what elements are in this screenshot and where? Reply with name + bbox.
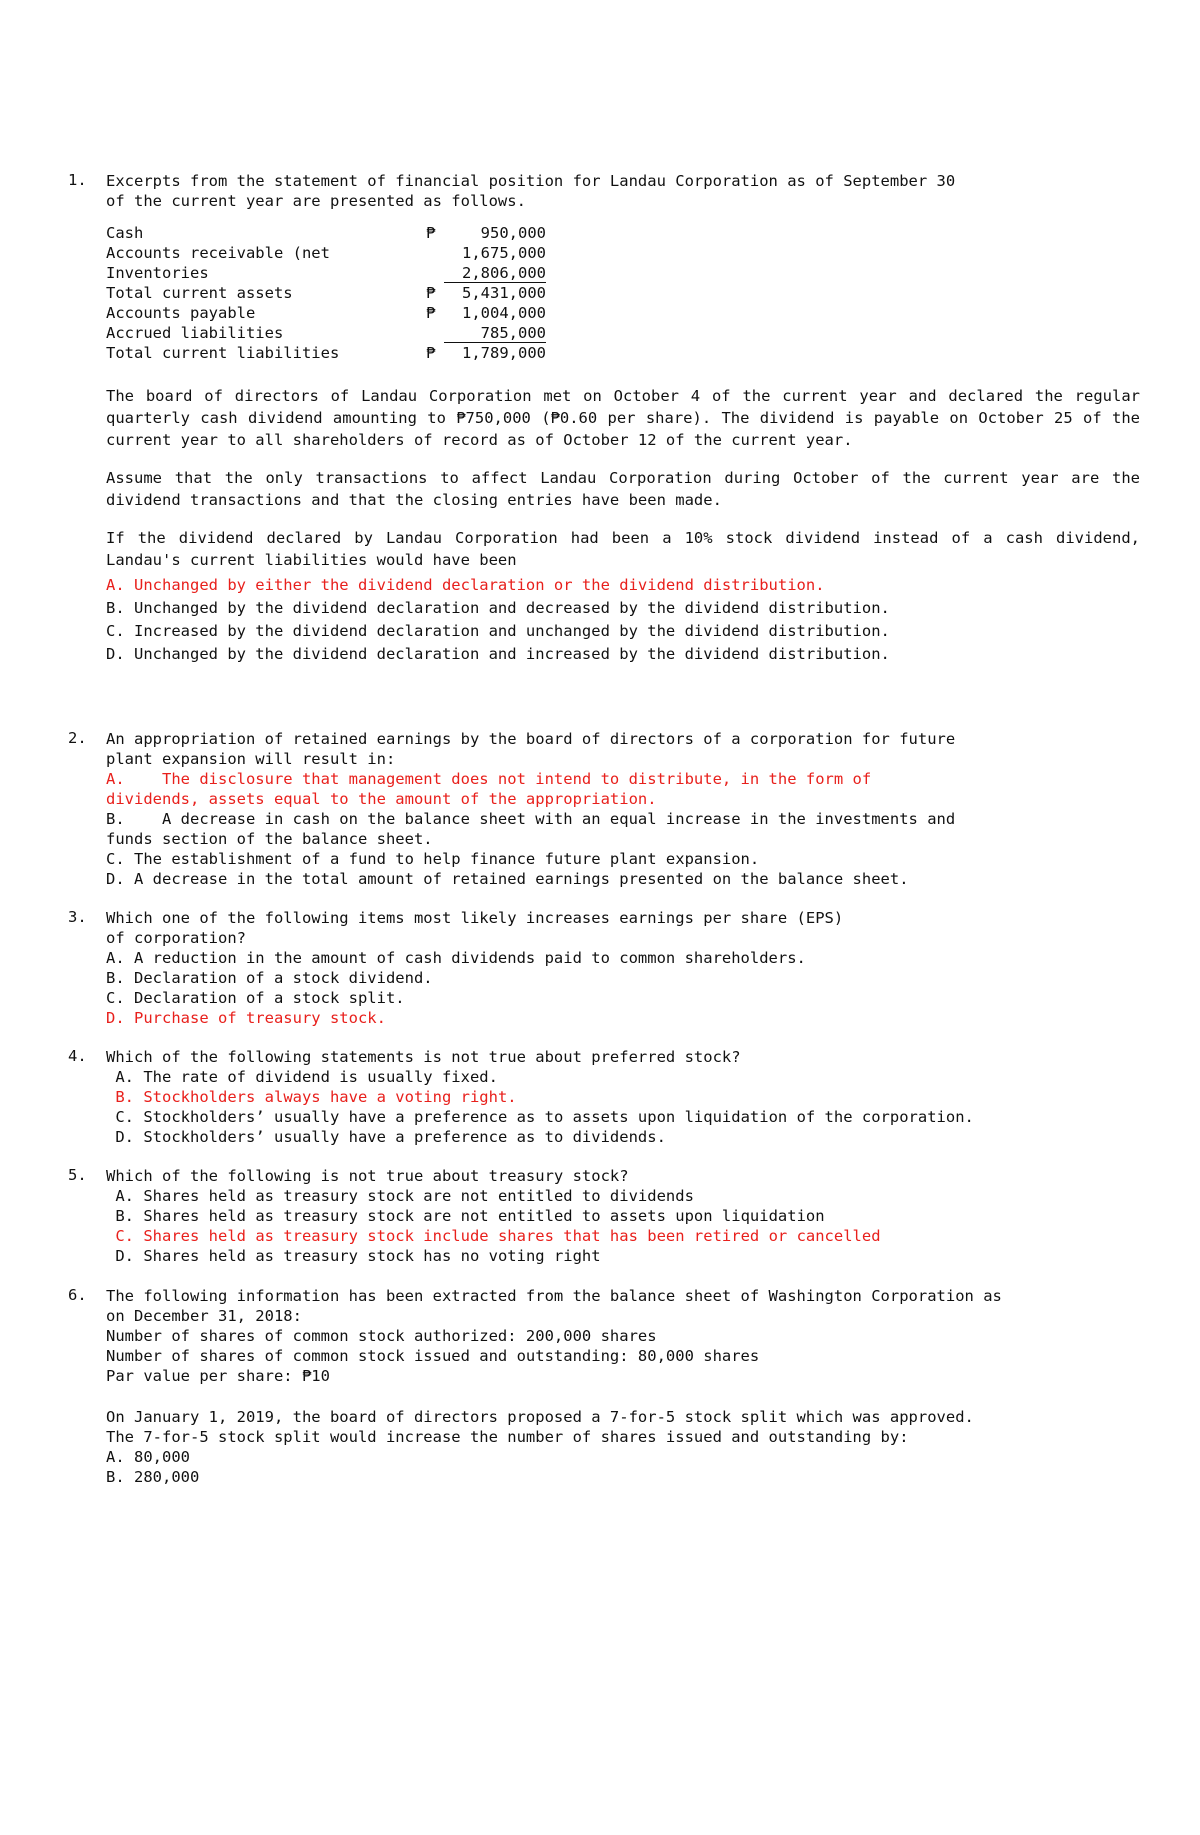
row-amount: 1,675,000 xyxy=(462,244,546,262)
question-stem-line: Par value per share: ₱10 xyxy=(106,1367,330,1385)
row-amount: 950,000 xyxy=(480,224,546,242)
row-amount: 2,806,000 xyxy=(444,265,546,283)
question-number: 5. xyxy=(68,1166,87,1184)
balance-sheet-excerpt xyxy=(106,223,546,363)
question-2 xyxy=(68,729,1140,889)
answer-option: D. Unchanged by the dividend declaration and increased by the dividend distribution. xyxy=(106,645,890,663)
answer-option: A. Shares held as treasury stock are not entitled to dividends xyxy=(106,1187,694,1205)
question-stem-line: The following information has been extracted from the balance sheet of Washington Corporation as xyxy=(106,1287,1002,1305)
question-number: 4. xyxy=(68,1047,87,1065)
question-stem-line: of corporation? xyxy=(106,929,246,947)
row-label: Total current assets xyxy=(106,284,293,302)
currency-symbol: ₱ xyxy=(426,284,436,302)
answer-option-correct: A. The disclosure that management does not intend to distribute, in the form of xyxy=(106,770,872,788)
question-1 xyxy=(68,171,1140,666)
question-stem-line: Which one of the following items most likely increases earnings per share (EPS) xyxy=(106,909,844,927)
question-number: 6. xyxy=(68,1286,87,1304)
currency-symbol: ₱ xyxy=(426,224,436,242)
question-number: 2. xyxy=(68,729,87,747)
answer-option: D. Stockholders’ usually have a preference as to dividends. xyxy=(106,1128,666,1146)
question-stem-line: plant expansion will result in: xyxy=(106,750,396,768)
question-4 xyxy=(68,1047,1140,1147)
answer-option-cont: funds section of the balance sheet. xyxy=(106,830,433,848)
answer-option: C. The establishment of a fund to help finance future plant expansion. xyxy=(106,850,760,868)
answer-option: A. The rate of dividend is usually fixed. xyxy=(106,1068,498,1086)
table-row xyxy=(106,283,546,303)
currency-symbol: ₱ xyxy=(426,344,436,362)
table-row xyxy=(106,263,546,283)
row-label: Cash xyxy=(106,224,144,242)
row-amount: 1,004,000 xyxy=(462,304,546,322)
question-number: 3. xyxy=(68,908,87,926)
answer-option: A. 80,000 xyxy=(106,1448,190,1466)
answer-option: B. Shares held as treasury stock are not entitled to assets upon liquidation xyxy=(106,1207,825,1225)
answer-option-correct: C. Shares held as treasury stock include shares that has been retired or cancelled xyxy=(106,1227,881,1245)
table-row xyxy=(106,243,546,263)
answer-option: B. 280,000 xyxy=(106,1468,200,1486)
answer-option: B. Unchanged by the dividend declaration and decreased by the dividend distribution. xyxy=(106,599,890,617)
answer-option-correct: B. Stockholders always have a voting right. xyxy=(106,1088,517,1106)
currency-symbol xyxy=(426,263,444,283)
question-paragraph-line: The 7-for-5 stock split would increase the number of shares issued and outstanding by: xyxy=(106,1428,909,1446)
row-amount: 5,431,000 xyxy=(462,284,546,302)
answer-option: A. A reduction in the amount of cash dividends paid to common shareholders. xyxy=(106,949,806,967)
question-stem-line: on December 31, 2018: xyxy=(106,1307,302,1325)
question-stem-line: Which of the following statements is not true about preferred stock? xyxy=(106,1048,741,1066)
answer-option: B. Declaration of a stock dividend. xyxy=(106,969,433,987)
question-stem-line: Excerpts from the statement of financial position for Landau Corporation as of September 30 xyxy=(106,172,956,190)
question-stem-line: Number of shares of common stock authorized: 200,000 shares xyxy=(106,1327,657,1345)
question-paragraph: Assume that the only transactions to affect Landau Corporation during October of the current year are the dividend transactions and that the closing entries have been made. xyxy=(106,469,1140,509)
answer-option: D. A decrease in the total amount of retained earnings presented on the balance sheet. xyxy=(106,870,909,888)
question-paragraph: If the dividend declared by Landau Corporation had been a 10% stock dividend instead of a cash dividend, Landau's current liabilities would have been xyxy=(106,529,1140,569)
answer-option-correct-cont: dividends, assets equal to the amount of the appropriation. xyxy=(106,790,657,808)
question-5 xyxy=(68,1166,1140,1266)
question-6 xyxy=(68,1286,1140,1487)
table-row xyxy=(106,323,546,343)
table-row xyxy=(106,223,546,243)
answer-option: C. Declaration of a stock split. xyxy=(106,989,405,1007)
row-amount: 785,000 xyxy=(444,325,546,343)
question-number: 1. xyxy=(68,171,87,189)
question-paragraph-line: On January 1, 2019, the board of directors proposed a 7-for-5 stock split which was approved. xyxy=(106,1408,974,1426)
question-paragraph: The board of directors of Landau Corporation met on October 4 of the current year and declared the regular quarterly cash dividend amounting to ₱750,000 (₱0.60 per share). The dividend is payable on October 25 of the current year to all shareholders of record as of October 12 of the current year. xyxy=(106,387,1140,449)
answer-option: C. Increased by the dividend declaration and unchanged by the dividend distribution. xyxy=(106,622,890,640)
row-label: Accrued liabilities xyxy=(106,324,284,342)
question-stem-line: of the current year are presented as follows. xyxy=(106,192,526,210)
currency-symbol xyxy=(426,323,444,343)
question-stem-line: Number of shares of common stock issued and outstanding: 80,000 shares xyxy=(106,1347,760,1365)
question-stem-line: Which of the following is not true about treasury stock? xyxy=(106,1167,629,1185)
answer-option-correct: D. Purchase of treasury stock. xyxy=(106,1009,386,1027)
question-3 xyxy=(68,908,1140,1028)
answer-option: B. A decrease in cash on the balance sheet with an equal increase in the investments and xyxy=(106,810,956,828)
currency-symbol: ₱ xyxy=(426,304,436,322)
currency-symbol xyxy=(426,243,444,263)
table-row xyxy=(106,303,546,323)
answer-option: C. Stockholders’ usually have a preference as to assets upon liquidation of the corporation. xyxy=(106,1108,974,1126)
row-label: Total current liabilities xyxy=(106,344,340,362)
table-row xyxy=(106,343,546,363)
answer-option: D. Shares held as treasury stock has no voting right xyxy=(106,1247,601,1265)
question-stem-line: An appropriation of retained earnings by the board of directors of a corporation for future xyxy=(106,730,956,748)
answer-option-correct: A. Unchanged by either the dividend declaration or the dividend distribution. xyxy=(106,576,825,594)
row-label: Accounts receivable (net xyxy=(106,244,330,262)
row-label: Inventories xyxy=(106,264,209,282)
row-label: Accounts payable xyxy=(106,304,256,322)
row-amount: 1,789,000 xyxy=(462,344,546,362)
